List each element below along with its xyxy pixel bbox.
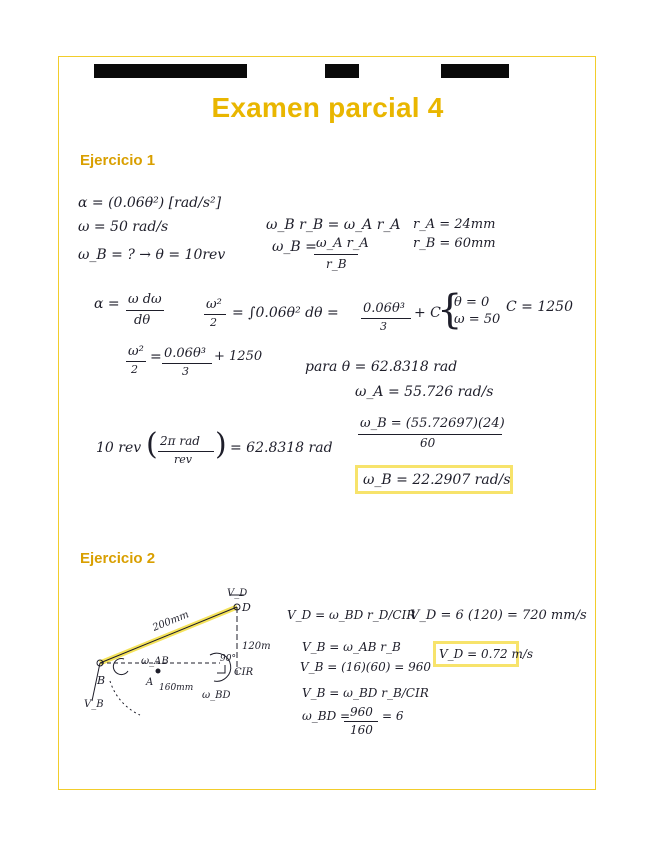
hw-int-left-num: ω²: [206, 297, 222, 312]
hw-para: para θ = 62.8318 rad: [305, 359, 458, 375]
hw-int-res-num: 0.06θ³: [363, 301, 405, 316]
label-b: B: [97, 674, 106, 687]
label-cir: CIR: [234, 667, 254, 678]
hw-eq2-left-den: 2: [131, 363, 138, 376]
hw-rev-res: = 62.8318 rad: [230, 440, 333, 456]
hw-rb: r_B = 60mm: [413, 236, 496, 251]
hw-ej2-eq5-left: ω_BD =: [302, 709, 351, 723]
hw-eq2-num: 0.06θ³: [164, 346, 206, 361]
redaction-bar: [94, 64, 247, 78]
label-200mm: 200mm: [151, 609, 191, 634]
hw-rev-left: 10 rev: [96, 440, 142, 456]
fraction-line: [358, 434, 502, 435]
hw-relation-left: ω_B =: [272, 239, 317, 255]
joint-a: [156, 669, 161, 674]
label-d: D: [242, 601, 251, 614]
hw-int-mid: = ∫0.06θ² dθ =: [232, 305, 339, 321]
hw-wb-den: 60: [420, 436, 436, 450]
hw-ej2-eq5-num: 960: [350, 705, 373, 719]
hw-alpha-eq-left: α =: [94, 296, 120, 312]
label-90: 90°: [220, 654, 236, 664]
fraction-line: [361, 318, 411, 319]
fraction-line: [158, 451, 214, 452]
label-vd: V_D: [227, 588, 248, 599]
hw-ej2-eq3: V_B = (16)(60) = 960: [300, 660, 432, 674]
hw-answer-2: V_D = 0.72 m/s: [439, 647, 534, 661]
hw-ej2-eq5-res: = 6: [382, 709, 404, 723]
hw-relation-den: r_B: [326, 257, 347, 271]
hw-cond2: ω = 50: [454, 312, 501, 327]
hw-paren-open: (: [146, 427, 158, 462]
hw-relation: ω_B r_B = ω_A r_A: [266, 217, 401, 233]
hw-eq2-den: 3: [182, 365, 189, 378]
fraction-line: [126, 310, 164, 311]
section-heading-ejercicio-2: Ejercicio 2: [80, 550, 156, 567]
hw-eq2-eq: =: [150, 349, 162, 365]
hw-wa: ω_A = 55.726 rad/s: [355, 384, 494, 400]
label-a: A: [146, 677, 154, 688]
hw-brace: {: [437, 287, 463, 333]
label-vb: V_B: [84, 699, 104, 710]
fraction-line: [344, 721, 378, 722]
hw-ej2-eq2: V_B = ω_AB r_B: [302, 640, 401, 654]
fraction-line: [162, 363, 212, 364]
hw-eq2-left-num: ω²: [128, 344, 144, 359]
hw-wb-num: ω_B = (55.72697)(24): [360, 416, 505, 431]
label-wab: ω_AB: [141, 656, 169, 667]
hw-answer-1: ω_B = 22.2907 rad/s: [363, 472, 511, 488]
hw-int-left-den: 2: [210, 316, 217, 329]
page-title: Examen parcial 4: [211, 92, 444, 123]
right-angle-mark: [217, 665, 225, 673]
hw-alpha-eq-den: dθ: [134, 313, 151, 328]
hw-cond1: θ = 0: [454, 295, 490, 310]
path-arc: [110, 681, 140, 715]
hw-paren-close: ): [215, 427, 227, 462]
hw-int-plus-c: + C: [414, 305, 441, 321]
hw-omega: ω = 50 rad/s: [78, 219, 169, 235]
linkage-diagram: [80, 585, 290, 720]
hw-eq2-tail: + 1250: [214, 349, 263, 364]
label-160mm: 160mm: [159, 683, 194, 693]
hw-int-res-den: 3: [380, 320, 387, 333]
omega-ab-arc: [113, 659, 128, 675]
hw-rev-den: rev: [174, 453, 192, 466]
redaction-bar: [325, 64, 359, 78]
hw-alpha: α = (0.06θ²) [rad/s²]: [78, 195, 222, 211]
hw-ej2-eq5-den: 160: [350, 723, 373, 737]
hw-wb-question: ω_B = ? → θ = 10rev: [78, 247, 226, 263]
hw-ej2-eq1b: V_D = 6 (120) = 720 mm/s: [410, 608, 587, 623]
hw-alpha-eq-num: ω dω: [128, 292, 162, 307]
hw-ej2-eq1: V_D = ω_BD r_D/CIR: [287, 608, 416, 622]
hw-ra: r_A = 24mm: [413, 217, 496, 232]
fraction-line: [204, 314, 226, 315]
fraction-line: [314, 254, 358, 255]
label-120m: 120m: [242, 641, 271, 652]
hw-relation-num: ω_A r_A: [316, 236, 369, 251]
section-heading-ejercicio-1: Ejercicio 1: [80, 152, 156, 169]
hw-ej2-eq4: V_B = ω_BD r_B/CIR: [302, 686, 429, 700]
fraction-line: [126, 361, 146, 362]
hw-rev-num: 2π rad: [160, 434, 200, 448]
hw-c-val: C = 1250: [506, 299, 573, 315]
redaction-bar: [441, 64, 509, 78]
label-wbd: ω_BD: [202, 690, 231, 701]
